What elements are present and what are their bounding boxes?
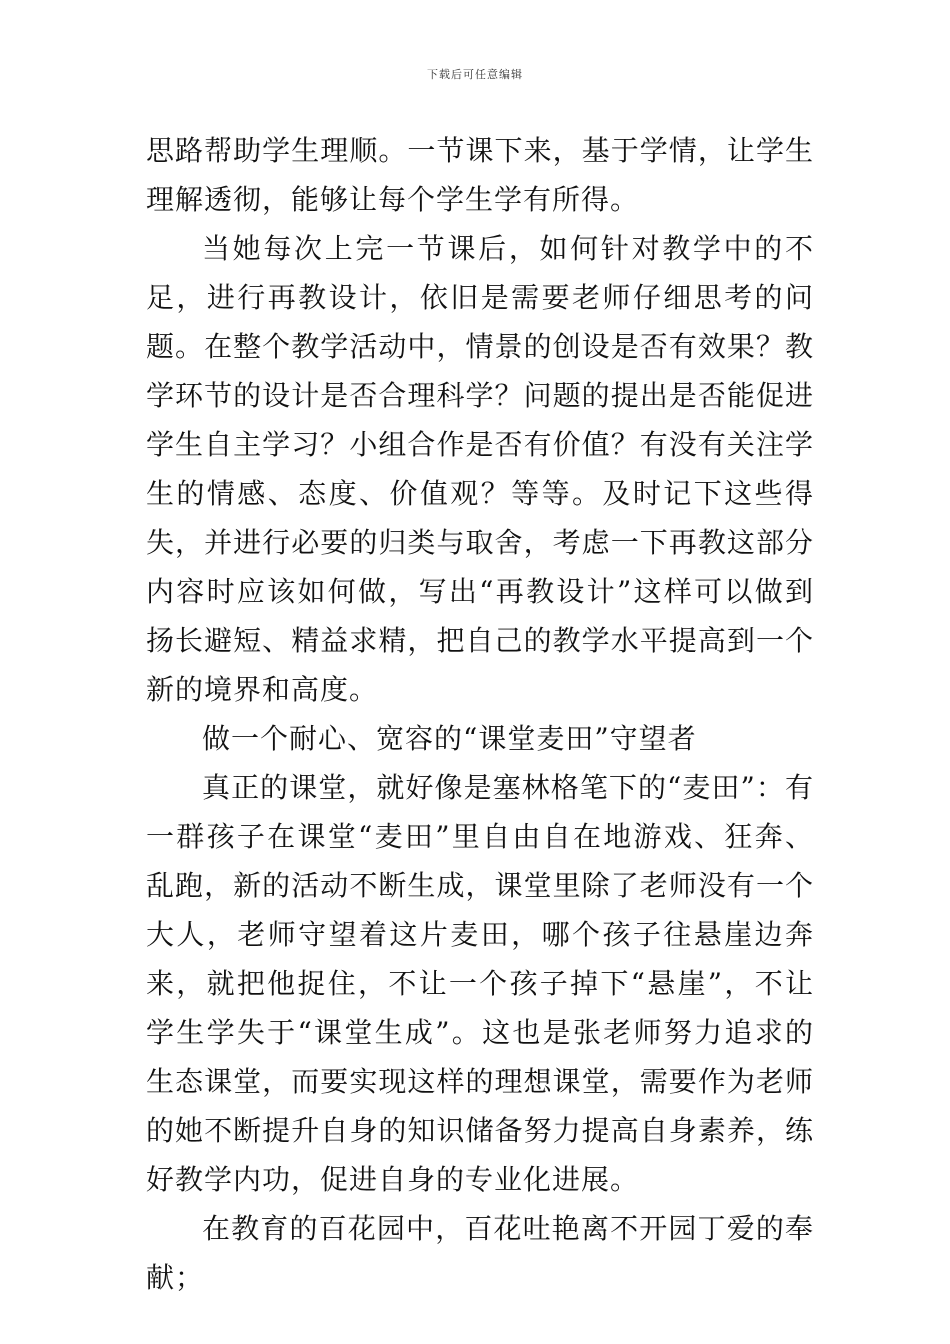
paragraph-2: 当她每次上完一节课后，如何针对教学中的不足，进行再教设计，依旧是需要老师仔细思考的问题。在整个教学活动中，情景的创设是否有效果？教学环节的设计是否合理科学？问题的提出是否能促进学生自主学习？小组合作是否有价值？有没有关注学生的情感、态度、价值观？等等。及时记下这些得失，并进行必要的归类与取舍，考虑一下再教这部分内容时应该如何做，写出“再教设计”这样可以做到扬长避短、精益求精，把自己的教学水平提高到一个新的境界和高度。 [146,232,814,706]
paragraph-1: 思路帮助学生理顺。一节课下来，基于学情，让学生理解透彻，能够让每个学生学有所得。 [146,134,814,216]
body-text [146,126,814,1302]
page-header: 下载后可任意编辑 [427,68,523,81]
section-heading: 做一个耐心、宽容的“课堂麦田”守望者 [202,722,697,755]
paragraph-4: 在教育的百花园中，百花吐艳离不开园丁爱的奉献； [146,1212,814,1294]
paragraph-3: 真正的课堂，就好像是塞林格笔下的“麦田”：有一群孩子在课堂“麦田”里自由自在地游戏、狂奔、乱跑，新的活动不断生成，课堂里除了老师没有一个大人，老师守望着这片麦田，哪个孩子往悬崖边奔来，就把他捉住，不让一个孩子掉下“悬崖”，不让学生学失于“课堂生成”。这也是张老师努力追求的生态课堂，而要实现这样的理想课堂，需要作为老师的她不断提升自身的知识储备努力提高自身素养，练好教学内功，促进自身的专业化进展。 [146,771,814,1196]
